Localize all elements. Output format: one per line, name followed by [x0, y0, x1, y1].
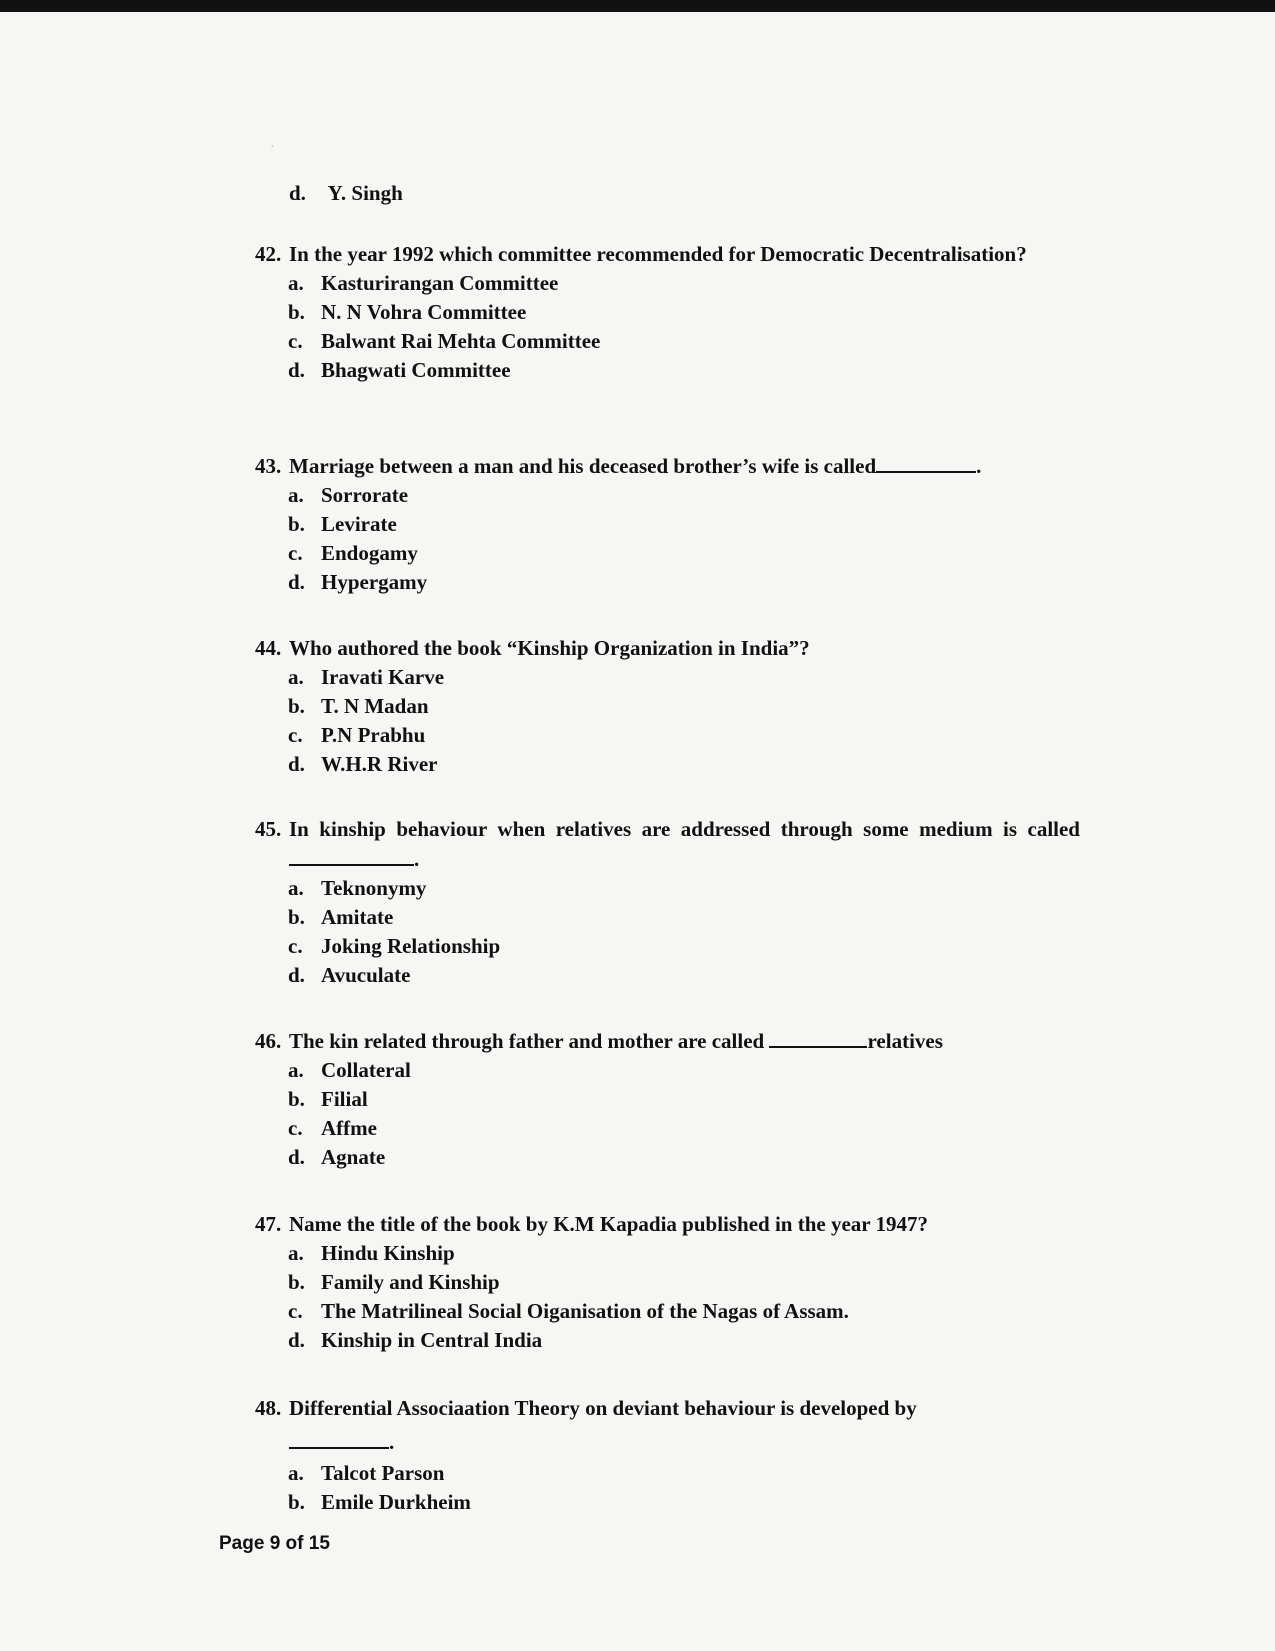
option-list	[255, 874, 1080, 990]
question-number: 47.	[255, 1212, 282, 1236]
question-text: Who authored the book “Kinship Organization in India”?	[289, 636, 810, 660]
scan-speck: ·	[270, 140, 275, 155]
answer-blank	[289, 844, 414, 866]
option-b	[255, 692, 1080, 721]
option-list	[255, 1239, 1080, 1355]
option-list	[255, 481, 1080, 597]
question-text	[289, 1026, 1080, 1056]
option-letter: d.	[288, 570, 305, 594]
option-text: Bhagwati Committee	[321, 358, 511, 382]
question-text-after: relatives	[867, 1029, 943, 1053]
question-text	[289, 814, 1080, 874]
answer-blank	[876, 451, 976, 473]
option-letter: b.	[288, 512, 305, 536]
option-text: T. N Madan	[321, 694, 429, 718]
option-letter: b.	[288, 1087, 305, 1111]
option-list	[255, 269, 1080, 385]
question-text-before: Marriage between a man and his deceased brother’s wife is called	[289, 454, 877, 478]
option-text: Avuculate	[321, 963, 411, 987]
question-text-before: Differential Associaation Theory on deviant behaviour is developed by	[289, 1396, 917, 1420]
option-letter: d.	[288, 1328, 305, 1352]
option-c	[255, 721, 1080, 750]
option-letter: c.	[288, 723, 303, 747]
option-text: Kinship in Central India	[321, 1328, 543, 1352]
option-letter: b.	[288, 694, 305, 718]
option-letter: b.	[288, 1270, 305, 1294]
page-number-footer	[219, 1533, 330, 1555]
option-text: P.N Prabhu	[321, 723, 426, 747]
option-text: Hindu Kinship	[321, 1241, 455, 1265]
question-45	[255, 814, 1080, 990]
option-letter: d.	[288, 752, 305, 776]
answer-blank	[289, 1427, 389, 1449]
option-list	[255, 663, 1080, 779]
question-text	[289, 451, 1080, 481]
question-text	[289, 1391, 1080, 1459]
question-47	[255, 1209, 1080, 1355]
option-text: Balwant Rai Mehta Committee	[321, 329, 601, 353]
option-text: The Matrilineal Social Oiganisation of the Nagas of Assam.	[321, 1299, 849, 1323]
page-label: Page	[219, 1533, 270, 1554]
question-text-before: The kin related through father and mother are called	[289, 1029, 765, 1053]
option-letter: d.	[288, 1145, 305, 1169]
option-d	[255, 356, 1080, 385]
option-b	[255, 1488, 1080, 1517]
option-text: Affme	[321, 1116, 377, 1140]
previous-question-option-d	[289, 181, 403, 206]
option-letter: d.	[288, 963, 305, 987]
option-text: Filial	[321, 1087, 368, 1111]
option-text: Talcot Parson	[321, 1461, 445, 1485]
question-number: 43.	[255, 454, 282, 478]
question-text-after: .	[414, 847, 420, 871]
question-text: In the year 1992 which committee recommended for Democratic Decentralisation?	[289, 242, 1027, 266]
option-letter: d.	[288, 358, 305, 382]
option-a	[255, 1459, 1080, 1488]
question-text: Name the title of the book by K.M Kapadia published in the year 1947?	[289, 1212, 928, 1236]
option-d	[255, 750, 1080, 779]
option-c	[255, 1114, 1080, 1143]
option-text: Y. Singh	[327, 181, 403, 205]
question-number: 46.	[255, 1029, 282, 1053]
question-text-after: .	[389, 1430, 395, 1454]
option-d	[255, 1143, 1080, 1172]
question-48	[255, 1391, 1080, 1517]
option-text: Family and Kinship	[321, 1270, 500, 1294]
option-b	[255, 1268, 1080, 1297]
option-letter: a.	[288, 271, 304, 295]
option-d	[255, 961, 1080, 990]
option-letter: b.	[288, 300, 305, 324]
option-text: Hypergamy	[321, 570, 428, 594]
option-list	[255, 1056, 1080, 1172]
option-c	[255, 932, 1080, 961]
option-a	[255, 481, 1080, 510]
option-c	[255, 327, 1080, 356]
option-letter: a.	[288, 1461, 304, 1485]
option-b	[255, 510, 1080, 539]
option-b	[255, 298, 1080, 327]
question-44	[255, 633, 1080, 779]
page-of-label: of	[280, 1533, 309, 1554]
option-text: Joking Relationship	[321, 934, 501, 958]
question-number: 45.	[255, 817, 282, 841]
option-text: Kasturirangan Committee	[321, 271, 559, 295]
scan-top-edge	[0, 0, 1275, 12]
option-text: Agnate	[321, 1145, 386, 1169]
option-letter: d.	[289, 181, 306, 205]
option-a	[255, 663, 1080, 692]
option-c	[255, 539, 1080, 568]
question-text-after: .	[976, 454, 982, 478]
option-text: W.H.R River	[321, 752, 438, 776]
option-b	[255, 903, 1080, 932]
option-letter: a.	[288, 483, 304, 507]
option-text: Amitate	[321, 905, 394, 929]
question-number: 48.	[255, 1396, 282, 1420]
option-letter: c.	[288, 329, 303, 353]
option-letter: a.	[288, 1058, 304, 1082]
option-a	[255, 269, 1080, 298]
question-number: 42.	[255, 242, 282, 266]
option-letter: a.	[288, 665, 304, 689]
option-text: Levirate	[321, 512, 397, 536]
option-text: N. N Vohra Committee	[321, 300, 527, 324]
answer-blank	[769, 1026, 867, 1048]
option-text: Endogamy	[321, 541, 418, 565]
option-letter: c.	[288, 1116, 303, 1140]
option-text: Emile Durkheim	[321, 1490, 471, 1514]
question-43	[255, 451, 1080, 597]
option-b	[255, 1085, 1080, 1114]
current-page: 9	[269, 1533, 281, 1554]
option-letter: a.	[288, 876, 304, 900]
option-d	[255, 1326, 1080, 1355]
option-letter: b.	[288, 905, 305, 929]
question-text-before: In kinship behaviour when relatives are addressed through some medium is called	[289, 817, 1080, 841]
total-pages: 15	[308, 1533, 330, 1554]
option-letter: c.	[288, 1299, 303, 1323]
option-letter: b.	[288, 1490, 305, 1514]
option-d	[255, 568, 1080, 597]
question-46	[255, 1026, 1080, 1172]
option-text: Teknonymy	[321, 876, 427, 900]
option-a	[255, 1239, 1080, 1268]
option-text: Collateral	[321, 1058, 411, 1082]
option-c	[255, 1297, 1080, 1326]
option-text: Iravati Karve	[321, 665, 445, 689]
option-a	[255, 1056, 1080, 1085]
option-letter: c.	[288, 934, 303, 958]
option-text: Sorrorate	[321, 483, 409, 507]
question-42	[255, 239, 1080, 385]
option-a	[255, 874, 1080, 903]
option-list	[255, 1459, 1080, 1517]
question-number: 44.	[255, 636, 282, 660]
option-letter: c.	[288, 541, 303, 565]
option-letter: a.	[288, 1241, 304, 1265]
